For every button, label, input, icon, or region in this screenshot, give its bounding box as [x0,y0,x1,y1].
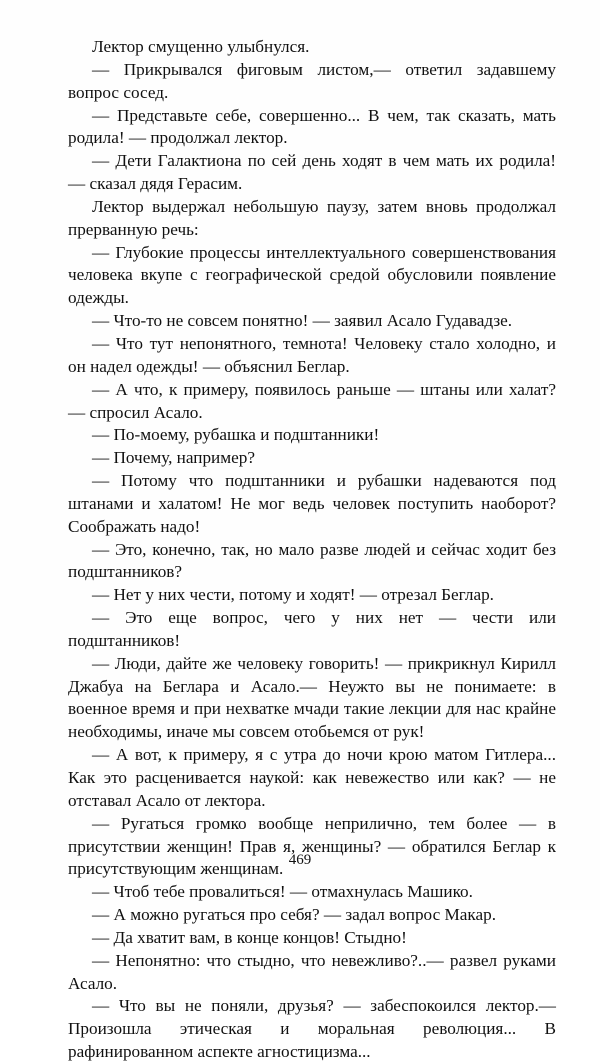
paragraph: — Чтоб тебе провалиться! — отмахнулась Машико. [92,882,473,902]
paragraph: — Да хватит вам, в конце концов! Стыдно! [92,927,407,947]
paragraph: — Дети Галактиона по сей день ходят в чем мать их родила! — сказал дядя Герасим. [68,151,556,194]
paragraph: — Люди, дайте же человеку говорить! — прикрикнул Кирилл Джабуа на Беглара и Асало.— Неужто вы не понимаете: в военное время и при нехватке мчади такие лекции для нас крайне необходимы, иначе мы совсем отобьемся от рук! [68,653,556,742]
paragraph: — А вот, к примеру, я с утра до ночи крою матом Гитлера... Как это расценивается наукой: как невежество или как? — не отставал Асало от лектора. [68,745,556,810]
paragraph: — А можно ругаться про себя? — задал вопрос Макар. [92,905,497,925]
paragraph: — Непонятно: что стыдно, что невежливо?..— развел руками Асало. [68,950,556,993]
paragraph: — Это еще вопрос, чего у них нет — чести или подштанников! [68,608,556,650]
paragraph: — Представьте себе, совершенно... В чем, так сказать, мать родила! — продолжал лектор. [68,105,556,148]
paragraph: Лектор смущенно улыбнулся. [92,37,310,56]
paragraph: — Потому что подштанники и рубашки надеваются под штанами и халатом! Не мог ведь человек поступить наоборот? Соображать надо! [68,471,556,536]
paragraph: — Что тут непонятного, темнота! Человеку стало холодно, и он надел одежды! — объяснил Беглар. [68,333,556,376]
paragraph: — Нет у них чести, потому и ходят! — отрезал Беглар. [92,585,494,605]
paragraph: — Прикрывался фиговым листом,— ответил задавшему вопрос сосед. [68,59,556,102]
paragraph: — Что вы не поняли, друзья? — забеспокоился лектор.— Произошла этическая и моральная революция... В рафинированном аспекте агностицизма... [68,996,556,1062]
paragraph: — Это, конечно, так, но мало разве людей и сейчас ходит без подштанников? [68,539,556,582]
paragraph: — А что, к примеру, появилось раньше — штаны или халат? — спросил Асало. [68,379,556,422]
paragraph: — Что-то не совсем понятно! — заявил Асало Гудавадзе. [92,311,513,331]
page-number: 469 [288,852,312,868]
paragraph: — Почему, например? [92,448,255,468]
paragraph: Лектор выдержал небольшую паузу, затем вновь продолжал прерванную речь: [68,196,556,239]
paragraph: — Ругаться громко вообще неприлично, тем более — в присутствии женщин! Прав я, женщины? — обратился Беглар к присутствующим женщинам. [68,813,556,879]
paragraph: — Глубокие процессы интеллектуального совершенствования человека вкупе с географической средой обусловили появление одежды. [68,242,556,308]
paragraph: — По-моему, рубашка и подштанники! [92,425,380,445]
